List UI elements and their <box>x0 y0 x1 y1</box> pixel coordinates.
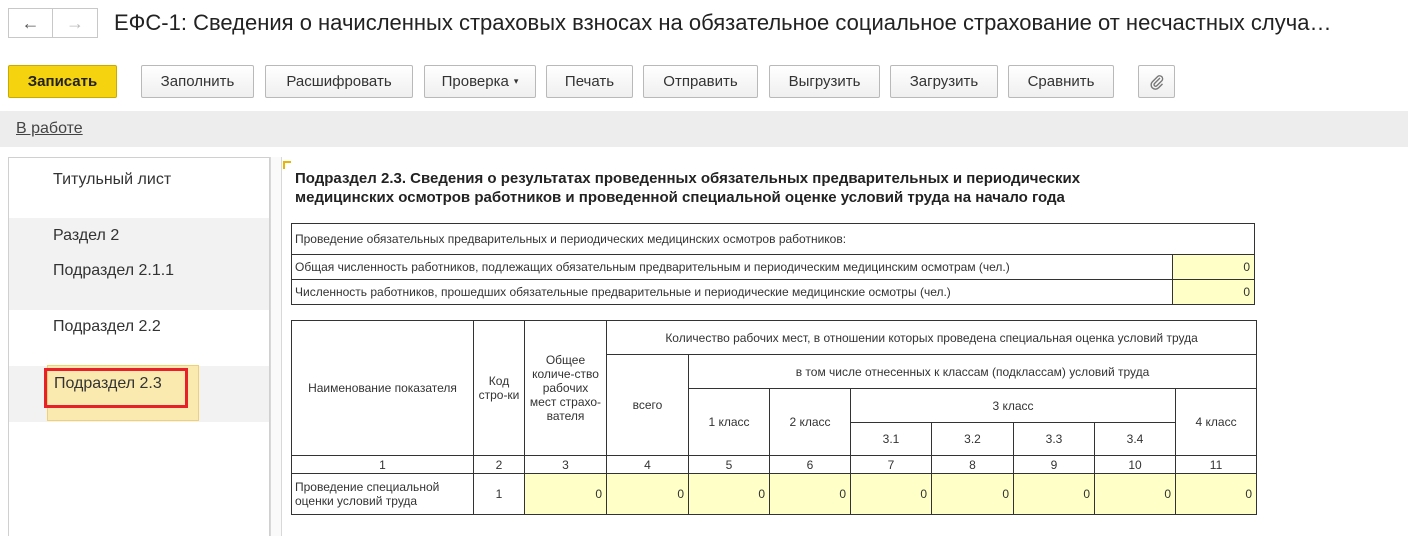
exams-total-input[interactable]: 0 <box>1173 255 1255 280</box>
col-header-all: всего <box>607 355 689 456</box>
section-title <box>295 169 1215 207</box>
col-number: 9 <box>1014 456 1095 474</box>
col-number: 2 <box>474 456 525 474</box>
col-header-class-3-2: 3.2 <box>932 423 1014 456</box>
sidebar <box>8 157 270 536</box>
back-arrow-icon[interactable]: ← <box>8 8 53 38</box>
col-header-class-3-1: 3.1 <box>851 423 932 456</box>
col-number: 6 <box>770 456 851 474</box>
check-button-label: Проверка <box>441 73 509 90</box>
decode-button[interactable]: Расшифровать <box>265 65 413 98</box>
sidebar-item-label: Титульный лист <box>53 171 172 188</box>
forward-arrow-icon[interactable]: → <box>53 8 98 38</box>
sidebar-item-subsection-2-3[interactable] <box>47 365 199 421</box>
value-input-class-3-3[interactable]: 0 <box>1014 474 1095 515</box>
col-header-class-2: 2 класс <box>770 389 851 456</box>
paperclip-icon <box>1149 74 1165 90</box>
col-header-count: Количество рабочих мест, в отношении которых проведена специальная оценка условий труда <box>607 321 1257 355</box>
splitter[interactable] <box>270 157 282 536</box>
exams-header: Проведение обязательных предварительных и периодических медицинских осмотров работников: <box>292 224 1255 255</box>
col-number: 10 <box>1095 456 1176 474</box>
navigation-buttons <box>8 8 98 38</box>
exams-passed-input[interactable]: 0 <box>1173 280 1255 305</box>
compare-button[interactable]: Сравнить <box>1008 65 1114 98</box>
col-header-class-3: 3 класс <box>851 389 1176 423</box>
window-title: ЕФС-1: Сведения о начисленных страховых взносах на обязательное социальное страхование от несчастных случа… <box>114 10 1332 35</box>
col-header-incl: в том числе отнесенных к классам (подклассам) условий труда <box>689 355 1257 389</box>
sidebar-item-label: Раздел 2 <box>53 227 120 244</box>
col-header-class-1: 1 класс <box>689 389 770 456</box>
col-header-total-places: Общее количе-ство рабочих мест страхо-вателя <box>525 321 607 456</box>
exams-row-label: Численность работников, прошедших обязательные предварительные и периодические медицинские осмотры (чел.) <box>292 280 1173 305</box>
exams-row-label: Общая численность работников, подлежащих обязательным предварительным и периодическим медицинским осмотрам (чел.) <box>292 255 1173 280</box>
value-input-class-2[interactable]: 0 <box>770 474 851 515</box>
col-number: 8 <box>932 456 1014 474</box>
col-number: 4 <box>607 456 689 474</box>
col-number: 11 <box>1176 456 1257 474</box>
value-input-class-3-1[interactable]: 0 <box>851 474 932 515</box>
save-button[interactable]: Записать <box>8 65 117 98</box>
fill-button[interactable]: Заполнить <box>141 65 254 98</box>
chevron-down-icon: ▾ <box>513 76 519 86</box>
sidebar-item-label: Подраздел 2.1.1 <box>53 262 175 279</box>
status-bar <box>0 111 1408 147</box>
col-header-class-3-3: 3.3 <box>1014 423 1095 456</box>
attachment-button[interactable] <box>1138 65 1175 98</box>
col-header-code: Код стро-ки <box>474 321 525 456</box>
print-button[interactable]: Печать <box>546 65 633 98</box>
col-header-class-4: 4 класс <box>1176 389 1257 456</box>
col-header-class-3-4: 3.4 <box>1095 423 1176 456</box>
value-input-class-4[interactable]: 0 <box>1176 474 1257 515</box>
value-input-class-3-4[interactable]: 0 <box>1095 474 1176 515</box>
section-title-line: медицинских осмотров работников и проведенной специальной оценке условий труда на начало года <box>295 189 1065 206</box>
sidebar-item-subsection-2-1-1[interactable] <box>9 254 269 310</box>
medical-exams-table <box>291 223 1255 305</box>
status-link[interactable]: В работе <box>16 120 83 137</box>
sidebar-item-label: Подраздел 2.3 <box>54 375 162 392</box>
table-row <box>292 474 1257 515</box>
sidebar-item-subsection-2-2[interactable] <box>9 310 269 366</box>
load-button[interactable]: Загрузить <box>890 65 998 98</box>
row-label: Проведение специальной оценки условий труда <box>292 474 474 515</box>
col-number: 1 <box>292 456 474 474</box>
col-header-name: Наименование показателя <box>292 321 474 456</box>
upload-button[interactable]: Выгрузить <box>769 65 880 98</box>
sidebar-item-label: Подраздел 2.2 <box>53 318 161 335</box>
col-number: 3 <box>525 456 607 474</box>
special-assessment-table <box>291 320 1257 515</box>
send-button[interactable]: Отправить <box>643 65 758 98</box>
sidebar-item-title-page[interactable] <box>9 158 269 218</box>
corner-marker-icon <box>283 161 291 169</box>
check-dropdown-button[interactable] <box>424 65 536 98</box>
sidebar-item-section-2[interactable] <box>9 218 269 254</box>
value-input-total-places[interactable]: 0 <box>525 474 607 515</box>
section-title-line: Подраздел 2.3. Сведения о результатах проведенных обязательных предварительных и периодических <box>295 170 1081 187</box>
value-input-all[interactable]: 0 <box>607 474 689 515</box>
col-number: 7 <box>851 456 932 474</box>
row-code: 1 <box>474 474 525 515</box>
value-input-class-3-2[interactable]: 0 <box>932 474 1014 515</box>
col-number: 5 <box>689 456 770 474</box>
value-input-class-1[interactable]: 0 <box>689 474 770 515</box>
